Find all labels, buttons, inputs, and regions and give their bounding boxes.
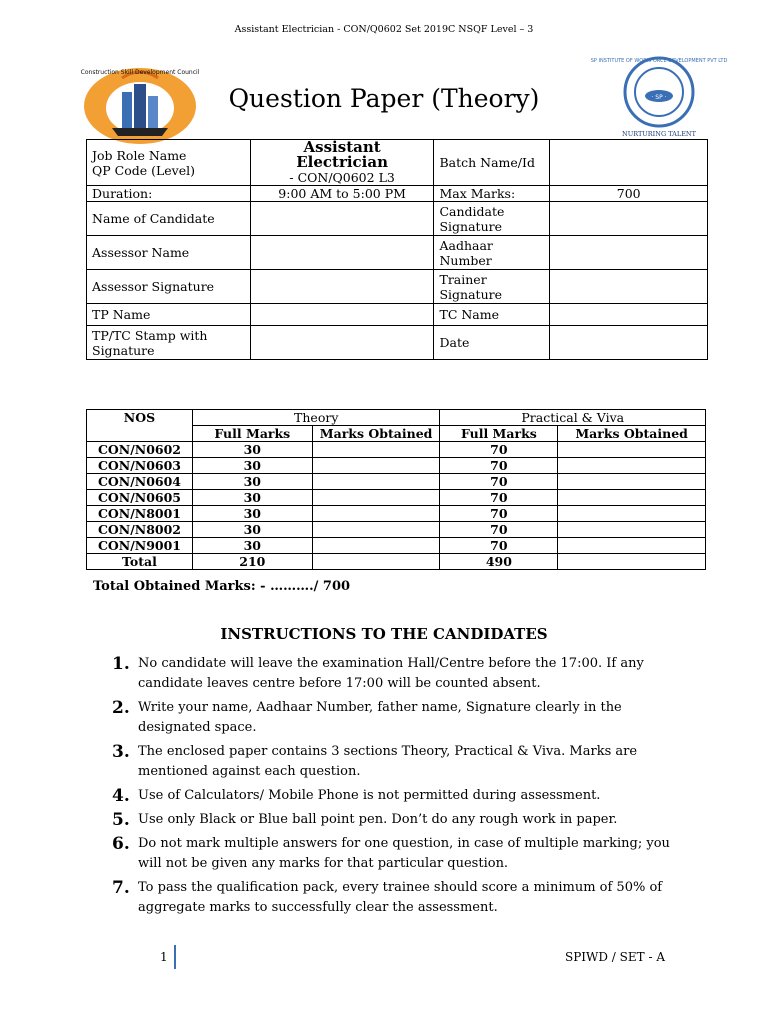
theory-obtained[interactable]	[312, 458, 440, 474]
practical-full: 70	[440, 490, 558, 506]
practical-obtained[interactable]	[558, 506, 706, 522]
theory-obtained[interactable]	[312, 538, 440, 554]
practical-full: 70	[440, 458, 558, 474]
tp-name-label: TP Name	[87, 304, 251, 326]
practical-obtained[interactable]	[558, 474, 706, 490]
table-row	[87, 474, 706, 490]
instruction-text: To pass the qualification pack, every trainee should score a minimum of 50% of aggregate marks to successfully clear the assessment.	[138, 880, 663, 915]
list-item	[112, 698, 672, 738]
date-label: Date	[434, 326, 550, 360]
instruction-number: 2.	[112, 698, 130, 718]
batch-label: Batch Name/Id	[434, 140, 550, 186]
list-item	[112, 878, 672, 918]
instruction-text: Do not mark multiple answers for one question, in case of multiple marking; you will not be given any marks for that particular question.	[138, 836, 670, 871]
instruction-number: 4.	[112, 786, 130, 806]
practical-full: 70	[440, 522, 558, 538]
practical-full: 70	[440, 474, 558, 490]
total-label: Total	[87, 554, 193, 570]
job-role-values	[250, 140, 434, 186]
qp-code-label: QP Code (Level)	[92, 162, 196, 178]
theory-obtained[interactable]	[312, 442, 440, 458]
candidate-info-table	[86, 139, 708, 360]
theory-full: 30	[192, 490, 312, 506]
total-practical: 490	[440, 554, 558, 570]
aadhaar-field[interactable]	[550, 236, 708, 270]
instruction-number: 6.	[112, 834, 130, 854]
list-item	[112, 810, 672, 830]
duration-label: Duration:	[87, 186, 251, 202]
batch-value[interactable]	[550, 140, 708, 186]
practical-obtained[interactable]	[558, 522, 706, 538]
instruction-number: 7.	[112, 878, 130, 898]
theory-full: 30	[192, 506, 312, 522]
footer-divider	[174, 945, 176, 969]
page-title: Question Paper (Theory)	[228, 84, 540, 113]
instruction-number: 1.	[112, 654, 130, 674]
tc-name-label: TC Name	[434, 304, 550, 326]
job-role-label: Job Role Name	[92, 147, 187, 163]
table-row	[87, 506, 706, 522]
theory-header: Theory	[192, 410, 440, 426]
theory-full: 30	[192, 458, 312, 474]
table-row	[87, 522, 706, 538]
tc-name-field[interactable]	[550, 304, 708, 326]
practical-obtained[interactable]	[558, 442, 706, 458]
practical-obtained[interactable]	[558, 490, 706, 506]
practical-header: Practical & Viva	[440, 410, 706, 426]
instruction-text: The enclosed paper contains 3 sections Theory, Practical & Viva. Marks are mentioned against each question.	[138, 744, 638, 779]
theory-obtained[interactable]	[312, 506, 440, 522]
assessor-name-label: Assessor Name	[87, 236, 251, 270]
max-marks-value: 700	[550, 186, 708, 202]
total-obtained-marks: Total Obtained Marks: - ………./ 700	[93, 579, 351, 594]
list-item	[112, 654, 672, 694]
assessor-signature-field[interactable]	[250, 270, 434, 304]
instruction-text: Use only Black or Blue ball point pen. Don’t do any rough work in paper.	[138, 812, 618, 827]
candidate-name-field[interactable]	[250, 202, 434, 236]
total-row	[87, 554, 706, 570]
nos-code: CON/N9001	[87, 538, 193, 554]
instruction-number: 5.	[112, 810, 130, 830]
nos-code: CON/N8001	[87, 506, 193, 522]
nos-header: NOS	[87, 410, 193, 442]
theory-full: 30	[192, 522, 312, 538]
nos-code: CON/N8002	[87, 522, 193, 538]
instruction-number: 3.	[112, 742, 130, 762]
total-theory-obtained[interactable]	[312, 554, 440, 570]
practical-obtained[interactable]	[558, 458, 706, 474]
theory-full: 30	[192, 538, 312, 554]
trainer-signature-field[interactable]	[550, 270, 708, 304]
nos-code: CON/N0605	[87, 490, 193, 506]
aadhaar-label: Aadhaar Number	[434, 236, 550, 270]
stamp-field[interactable]	[250, 326, 434, 360]
document-header: Assistant Electrician - CON/Q0602 Set 2019C NSQF Level – 3	[234, 24, 534, 35]
candidate-signature-label: Candidate Signature	[434, 202, 550, 236]
qp-code-value: - CON/Q0602 L3	[289, 170, 395, 185]
instruction-text: Write your name, Aadhaar Number, father name, Signature clearly in the designated space.	[138, 700, 622, 735]
sp-logo-center: · SP ·	[651, 94, 667, 101]
instructions-title: INSTRUCTIONS TO THE CANDIDATES	[220, 625, 548, 643]
list-item	[112, 786, 672, 806]
theory-full: 30	[192, 474, 312, 490]
nos-code: CON/N0602	[87, 442, 193, 458]
table-row	[87, 458, 706, 474]
max-marks-label: Max Marks:	[434, 186, 550, 202]
practical-full: 70	[440, 538, 558, 554]
list-item	[112, 834, 672, 874]
total-theory: 210	[192, 554, 312, 570]
practical-full: 70	[440, 442, 558, 458]
instructions-list	[112, 654, 672, 922]
trainer-signature-label: Trainer Signature	[434, 270, 550, 304]
job-role-value: Assistant Electrician	[296, 138, 388, 171]
cscd-logo-text: Construction Skill Development Council	[80, 69, 200, 76]
theory-marks-obtained-header: Marks Obtained	[312, 426, 440, 442]
page-number: 1	[160, 950, 168, 964]
marks-table	[86, 409, 706, 570]
stamp-label: TP/TC Stamp with Signature	[87, 326, 251, 360]
date-field[interactable]	[550, 326, 708, 360]
instruction-text: No candidate will leave the examination Hall/Centre before the 17:00. If any candidate leaves centre before 17:00 will be counted absent.	[138, 656, 644, 691]
assessor-signature-label: Assessor Signature	[87, 270, 251, 304]
assessor-name-field[interactable]	[250, 236, 434, 270]
total-practical-obtained[interactable]	[558, 554, 706, 570]
practical-obtained[interactable]	[558, 538, 706, 554]
job-role-labels	[87, 140, 251, 186]
nos-code: CON/N0604	[87, 474, 193, 490]
theory-obtained[interactable]	[312, 490, 440, 506]
list-item	[112, 742, 672, 782]
practical-marks-obtained-header: Marks Obtained	[558, 426, 706, 442]
candidate-name-label: Name of Candidate	[87, 202, 251, 236]
theory-full: 30	[192, 442, 312, 458]
table-row	[87, 442, 706, 458]
table-row	[87, 538, 706, 554]
instruction-text: Use of Calculators/ Mobile Phone is not permitted during assessment.	[138, 788, 601, 803]
practical-full-marks-header: Full Marks	[440, 426, 558, 442]
theory-obtained[interactable]	[312, 474, 440, 490]
sp-logo-ring-text: SP INSTITUTE OF WORKFORCE DEVELOPMENT PVT LTD	[590, 58, 728, 64]
candidate-signature-field[interactable]	[550, 202, 708, 236]
set-label: SPIWD / SET - A	[565, 950, 665, 964]
tp-name-field[interactable]	[250, 304, 434, 326]
practical-full: 70	[440, 506, 558, 522]
theory-obtained[interactable]	[312, 522, 440, 538]
duration-value: 9:00 AM to 5:00 PM	[250, 186, 434, 202]
nos-code: CON/N0603	[87, 458, 193, 474]
theory-full-marks-header: Full Marks	[192, 426, 312, 442]
table-row	[87, 490, 706, 506]
sp-logo-tagline: NURTURING TALENT	[622, 130, 696, 138]
